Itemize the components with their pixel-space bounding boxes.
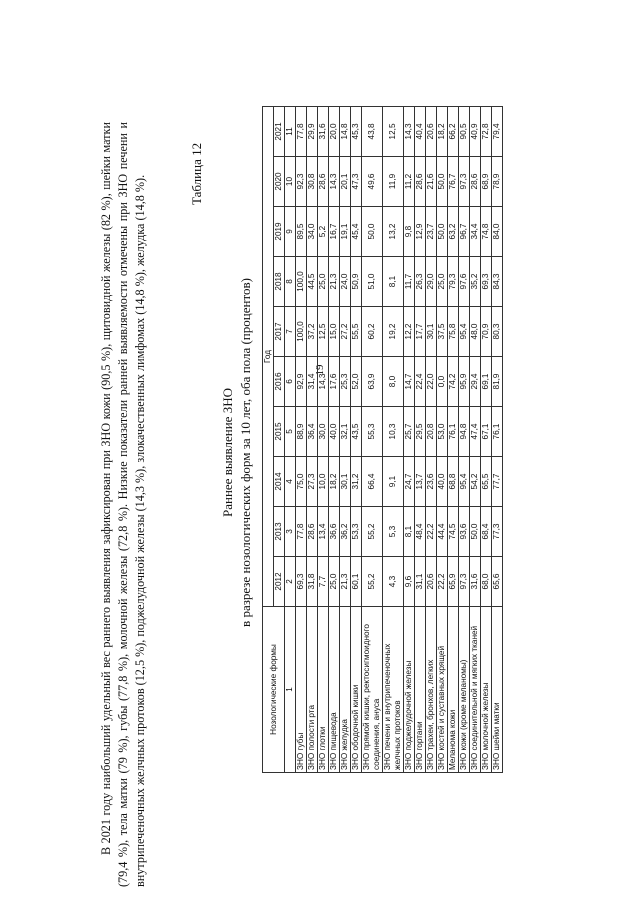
table-cell: 95,4 (459, 307, 470, 357)
table-cell: 40,9 (470, 106, 481, 156)
header-year: 2013 (274, 507, 285, 557)
table-cell: 65,9 (448, 557, 459, 607)
table-cell: 9,8 (404, 207, 415, 257)
row-label: ЗНО полости рта (307, 607, 318, 773)
row-label: Меланома кожи (448, 607, 459, 773)
table-cell: 21,6 (426, 157, 437, 207)
table-cell: 14,3 (329, 157, 340, 207)
table-cell: 5,2 (318, 207, 329, 257)
table-cell: 70,9 (481, 307, 492, 357)
header-column-number: 6 (285, 357, 296, 407)
table-cell: 55,2 (362, 557, 383, 607)
header-year: 2021 (274, 106, 285, 156)
table-cell: 20,8 (426, 407, 437, 457)
table-cell: 14,3 (318, 357, 329, 407)
table-cell: 43,8 (362, 106, 383, 156)
header-year: 2012 (274, 557, 285, 607)
table-cell: 50,0 (437, 207, 448, 257)
table-cell: 7,7 (318, 557, 329, 607)
table-cell: 50,0 (470, 507, 481, 557)
header-year: 2016 (274, 357, 285, 407)
table-cell: 14,3 (404, 106, 415, 156)
header-column-number: 3 (285, 507, 296, 557)
table-cell: 11,2 (404, 157, 415, 207)
table-cell: 72,8 (481, 106, 492, 156)
table-cell: 11,7 (404, 257, 415, 307)
table-cell: 25,7 (404, 407, 415, 457)
table-row (415, 106, 426, 772)
table-cell: 28,6 (307, 507, 318, 557)
row-label: ЗНО трахеи, бронхов, легких (426, 607, 437, 773)
table-cell: 92,9 (296, 357, 307, 407)
table-cell: 17,7 (415, 307, 426, 357)
table-cell: 31,8 (307, 557, 318, 607)
table-cell: 95,4 (459, 457, 470, 507)
table-cell: 37,2 (307, 307, 318, 357)
table-cell: 13,4 (318, 507, 329, 557)
table-cell: 45,4 (351, 207, 362, 257)
table-cell: 11,9 (383, 157, 404, 207)
table-cell: 20,6 (426, 557, 437, 607)
table-cell: 9,6 (404, 557, 415, 607)
table-cell: 95,9 (459, 357, 470, 407)
table-cell: 19,1 (340, 207, 351, 257)
table-row (318, 106, 329, 772)
table-cell: 25,0 (318, 257, 329, 307)
table-cell: 100,0 (296, 307, 307, 357)
table-cell: 80,3 (492, 307, 503, 357)
table-cell: 20,1 (340, 157, 351, 207)
page-number: 19 (314, 364, 326, 376)
table-cell: 26,3 (415, 257, 426, 307)
table-cell: 92,3 (296, 157, 307, 207)
table-cell: 31,1 (415, 557, 426, 607)
table-cell: 77,7 (492, 457, 503, 507)
row-label: ЗНО шейки матки (492, 607, 503, 773)
header-column-number: 7 (285, 307, 296, 357)
table-cell: 76,1 (448, 407, 459, 457)
table-cell: 31,4 (307, 357, 318, 407)
header-year: 2018 (274, 257, 285, 307)
row-label: ЗНО соединительной и мягких тканей (470, 607, 481, 773)
table-cell: 20,6 (426, 106, 437, 156)
header-year: 2020 (274, 157, 285, 207)
row-label: ЗНО печени и внутрипеченочных желчных протоков (383, 607, 404, 773)
early-detection-table (262, 106, 503, 773)
table-cell: 4,3 (383, 557, 404, 607)
row-label: ЗНО глотки (318, 607, 329, 773)
table-cell: 0,0 (437, 357, 448, 407)
table-cell: 8,1 (383, 257, 404, 307)
table-cell: 22,4 (415, 357, 426, 407)
header-column-number: 8 (285, 257, 296, 307)
table-cell: 34,4 (470, 207, 481, 257)
table-row (426, 106, 437, 772)
table-cell: 45,3 (351, 106, 362, 156)
table-cell: 97,3 (459, 157, 470, 207)
header-column-number: 1 (285, 607, 296, 773)
table-cell: 40,0 (437, 457, 448, 507)
row-label: ЗНО ободочной кишки (351, 607, 362, 773)
table-cell: 43,5 (351, 407, 362, 457)
table-cell: 74,5 (448, 507, 459, 557)
table-cell: 31,6 (318, 106, 329, 156)
table-cell: 21,3 (340, 557, 351, 607)
table-cell: 30,1 (340, 457, 351, 507)
table-cell: 67,1 (481, 407, 492, 457)
table-cell: 100,0 (296, 257, 307, 307)
table-title: Раннее выявление ЗНО (220, 388, 235, 518)
table-cell: 13,2 (383, 207, 404, 257)
table-cell: 8,1 (404, 507, 415, 557)
table-cell: 76,1 (492, 407, 503, 457)
table-cell: 28,6 (415, 157, 426, 207)
header-year: 2015 (274, 407, 285, 457)
table-cell: 50,0 (362, 207, 383, 257)
table-cell: 9,1 (383, 457, 404, 507)
table-cell: 69,3 (296, 557, 307, 607)
table-cell: 79,3 (448, 257, 459, 307)
table-cell: 19,2 (383, 307, 404, 357)
table-cell: 97,6 (459, 257, 470, 307)
table-row (383, 106, 404, 772)
table-cell: 52,0 (351, 357, 362, 407)
table-cell: 63,2 (448, 207, 459, 257)
table-row (492, 106, 503, 772)
header-year-group: Год (263, 106, 274, 606)
table-cell: 12,2 (404, 307, 415, 357)
table-cell: 10,0 (318, 457, 329, 507)
table-row (404, 106, 415, 772)
table-cell: 22,2 (426, 507, 437, 557)
table-cell: 35,2 (470, 257, 481, 307)
intro-paragraph: В 2021 году наибольший удельный вес раннего выявления зафиксирован при ЗНО кожи (90,5 %), щитовидной железы (82 %), шейки матки (79,4 %), тела матки (79 %), губы (77,8 %), молочной железы (72,8 %). Низкие показатели ранней выявляемости отмечены при ЗНО печени и внутрипеченочных желчных протоков (12,5 %), поджелудочной железы (14,3 %), злокачественных лимфомах (14,8 %), желудка (14,8 %). (99, 122, 147, 887)
table-cell: 29,0 (426, 257, 437, 307)
table-row (481, 106, 492, 772)
table-cell: 79,4 (492, 106, 503, 156)
table-cell: 69,3 (481, 257, 492, 307)
table-cell: 54,2 (470, 457, 481, 507)
header-column-number: 2 (285, 557, 296, 607)
table-cell: 50,9 (351, 257, 362, 307)
table-cell: 12,9 (415, 207, 426, 257)
table-cell: 44,5 (307, 257, 318, 307)
table-cell: 84,0 (492, 207, 503, 257)
table-cell: 60,2 (362, 307, 383, 357)
table-cell: 48,0 (470, 307, 481, 357)
table-cell: 93,6 (459, 507, 470, 557)
table-cell: 23,7 (426, 207, 437, 257)
table-cell: 77,8 (296, 106, 307, 156)
table-cell: 25,3 (340, 357, 351, 407)
table-cell: 66,2 (448, 106, 459, 156)
table-cell: 14,7 (404, 357, 415, 407)
header-year: 2019 (274, 207, 285, 257)
table-cell: 47,3 (351, 157, 362, 207)
table-cell: 30,0 (318, 407, 329, 457)
table-number: Таблица 12 (189, 142, 204, 205)
table-cell: 68,4 (481, 507, 492, 557)
table-cell: 89,5 (296, 207, 307, 257)
table-cell: 28,6 (470, 157, 481, 207)
row-label: ЗНО прямой кишки, ректосигмоидного соединения, ануса (362, 607, 383, 773)
table-cell: 76,7 (448, 157, 459, 207)
table-cell: 34,0 (307, 207, 318, 257)
table-cell: 10,3 (383, 407, 404, 457)
table-body (296, 106, 503, 772)
table-cell: 24,0 (340, 257, 351, 307)
table-cell: 20,0 (329, 106, 340, 156)
table-cell: 78,9 (492, 157, 503, 207)
header-year: 2017 (274, 307, 285, 357)
table-cell: 47,4 (470, 407, 481, 457)
table-cell: 69,1 (481, 357, 492, 407)
table-cell: 24,7 (404, 457, 415, 507)
table-cell: 77,3 (492, 507, 503, 557)
table-cell: 25,0 (437, 257, 448, 307)
row-label: ЗНО гортани (415, 607, 426, 773)
table-cell: 51,0 (362, 257, 383, 307)
table-cell: 5,3 (383, 507, 404, 557)
table-cell: 29,9 (307, 106, 318, 156)
table-cell: 27,3 (307, 457, 318, 507)
table-cell: 28,6 (318, 157, 329, 207)
table-cell: 63,9 (362, 357, 383, 407)
table-row (329, 106, 340, 772)
table-cell: 90,5 (459, 106, 470, 156)
table-cell: 55,3 (362, 407, 383, 457)
table-cell: 94,8 (459, 407, 470, 457)
header-column-numbers-row (285, 106, 296, 772)
table-cell: 18,2 (437, 106, 448, 156)
header-column-number: 9 (285, 207, 296, 257)
table-cell: 65,6 (492, 557, 503, 607)
table-cell: 66,4 (362, 457, 383, 507)
table-subtitle: в разрезе нозологических форм за 10 лет, оба пола (процентов) (238, 278, 253, 627)
table-cell: 31,2 (351, 457, 362, 507)
table-row (470, 106, 481, 772)
table-cell: 37,5 (437, 307, 448, 357)
table-cell: 53,3 (351, 507, 362, 557)
table-cell: 22,0 (426, 357, 437, 407)
row-label: ЗНО пищевода (329, 607, 340, 773)
header-year: 2014 (274, 457, 285, 507)
table-cell: 21,3 (329, 257, 340, 307)
table-cell: 55,2 (362, 507, 383, 557)
table-row (448, 106, 459, 772)
table-cell: 68,9 (481, 157, 492, 207)
table-row (296, 106, 307, 772)
row-label: ЗНО желудка (340, 607, 351, 773)
table-cell: 18,2 (329, 457, 340, 507)
table-cell: 12,5 (383, 106, 404, 156)
table-cell: 48,4 (415, 507, 426, 557)
table-row (351, 106, 362, 772)
table-cell: 25,0 (329, 557, 340, 607)
table-cell: 32,1 (340, 407, 351, 457)
table-row (437, 106, 448, 772)
table-cell: 53,0 (437, 407, 448, 457)
table-cell: 88,9 (296, 407, 307, 457)
table-row (340, 106, 351, 772)
table-cell: 14,8 (340, 106, 351, 156)
row-label: ЗНО губы (296, 607, 307, 773)
table-cell: 36,6 (329, 507, 340, 557)
table-cell: 12,5 (318, 307, 329, 357)
table-cell: 13,7 (415, 457, 426, 507)
table-cell: 40,0 (329, 407, 340, 457)
table-cell: 36,4 (307, 407, 318, 457)
table-cell: 30,1 (426, 307, 437, 357)
table-cell: 23,6 (426, 457, 437, 507)
table-cell: 8,0 (383, 357, 404, 407)
table-cell: 40,4 (415, 106, 426, 156)
row-label: ЗНО кожи (кроме меланомы) (459, 607, 470, 773)
table-row (459, 106, 470, 772)
table-cell: 68,0 (481, 557, 492, 607)
table-cell: 15,0 (329, 307, 340, 357)
row-label: ЗНО молочной железы (481, 607, 492, 773)
table-cell: 44,4 (437, 507, 448, 557)
table-cell: 97,3 (459, 557, 470, 607)
row-label: ЗНО костей и суставных хрящей (437, 607, 448, 773)
table-cell: 75,0 (296, 457, 307, 507)
table-cell: 65,5 (481, 457, 492, 507)
table-cell: 74,8 (481, 207, 492, 257)
table-cell: 77,8 (296, 507, 307, 557)
table-cell: 17,6 (329, 357, 340, 407)
table-cell: 29,5 (415, 407, 426, 457)
table-cell: 96,7 (459, 207, 470, 257)
header-column-number: 11 (285, 106, 296, 156)
table-cell: 49,6 (362, 157, 383, 207)
table-cell: 50,0 (437, 157, 448, 207)
table-cell: 68,8 (448, 457, 459, 507)
table-cell: 74,2 (448, 357, 459, 407)
table-row (307, 106, 318, 772)
table-cell: 16,7 (329, 207, 340, 257)
table-cell: 31,6 (470, 557, 481, 607)
table-cell: 22,2 (437, 557, 448, 607)
header-column-number: 10 (285, 157, 296, 207)
table-cell: 30,8 (307, 157, 318, 207)
header-column-number: 4 (285, 457, 296, 507)
table-cell: 60,1 (351, 557, 362, 607)
table-cell: 84,3 (492, 257, 503, 307)
table-cell: 29,4 (470, 357, 481, 407)
table-cell: 36,2 (340, 507, 351, 557)
table-row (362, 106, 383, 772)
table-cell: 27,2 (340, 307, 351, 357)
header-nosological-forms: Нозологические формы (263, 607, 285, 773)
table-cell: 75,8 (448, 307, 459, 357)
header-column-number: 5 (285, 407, 296, 457)
row-label: ЗНО поджелудочной железы (404, 607, 415, 773)
table-cell: 81,9 (492, 357, 503, 407)
table-cell: 55,5 (351, 307, 362, 357)
